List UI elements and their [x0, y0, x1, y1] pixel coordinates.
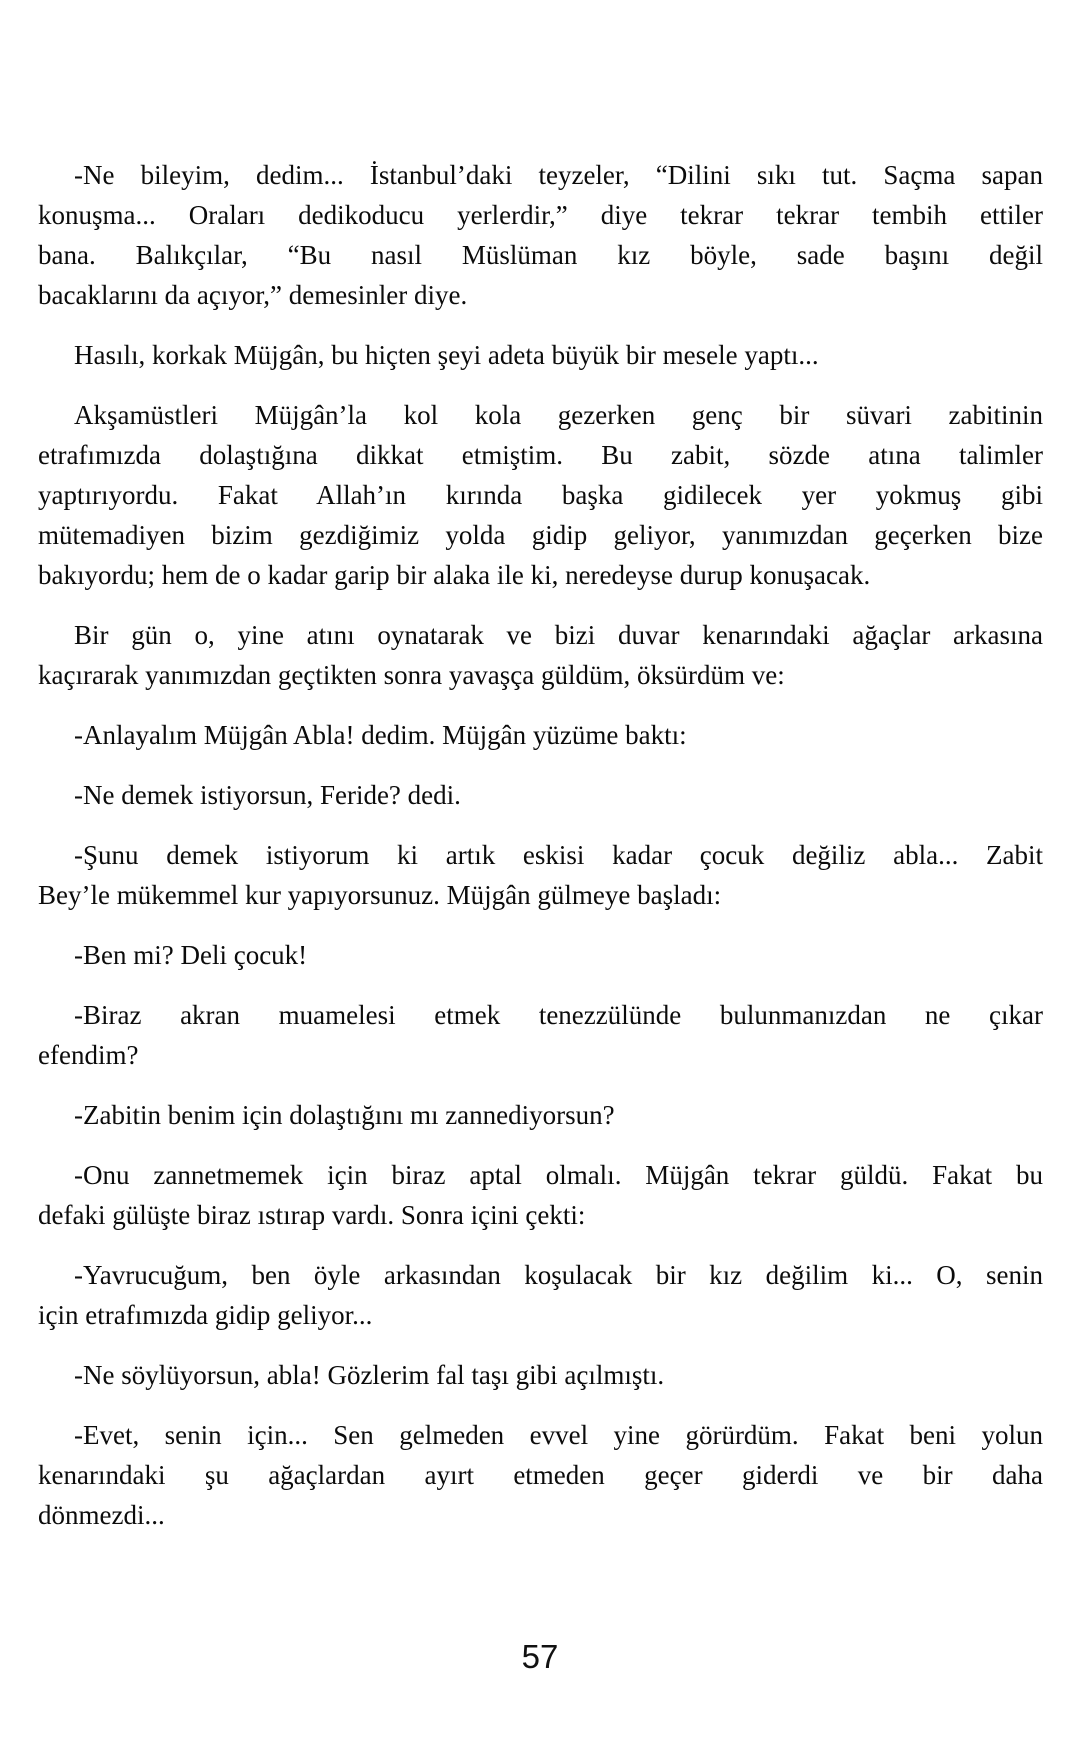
- text-line: -Ne demek istiyorsun, Feride? dedi.: [74, 780, 461, 810]
- text-line: konuşma... Oraları dedikoducu yerlerdir,” diye tekrar tekrar tembih ettiler: [38, 200, 1043, 230]
- paragraph: [38, 335, 1043, 375]
- text-line: -Zabitin benim için dolaştığını mı zannediyorsun?: [74, 1100, 615, 1130]
- text-line: Bey’le mükemmel kur yapıyorsunuz. Müjgân gülmeye başladı:: [38, 880, 722, 910]
- text-line: -Şunu demek istiyorum ki artık eskisi kadar çocuk değiliz abla... Zabit: [74, 840, 1043, 870]
- text-line: mütemadiyen bizim gezdiğimiz yolda gidip geliyor, yanımızdan geçerken bize: [38, 520, 1043, 550]
- paragraph: [38, 1255, 1043, 1335]
- text-line: Bir gün o, yine atını oynatarak ve bizi duvar kenarındaki ağaçlar arkasına: [74, 620, 1043, 650]
- text-line: -Onu zannetmemek için biraz aptal olmalı. Müjgân tekrar güldü. Fakat bu: [74, 1160, 1043, 1190]
- text-line: kenarındaki şu ağaçlardan ayırt etmeden geçer giderdi ve bir daha: [38, 1460, 1043, 1490]
- paragraph: [38, 995, 1043, 1075]
- text-line: bana. Balıkçılar, “Bu nasıl Müslüman kız böyle, sade başını değil: [38, 240, 1043, 270]
- paragraph: [38, 835, 1043, 915]
- text-line: -Biraz akran muamelesi etmek tenezzülünde bulunmanızdan ne çıkar: [74, 1000, 1043, 1030]
- text-line: etrafımızda dolaştığına dikkat etmiştim. Bu zabit, sözde atına talimler: [38, 440, 1043, 470]
- paragraph: [38, 775, 1043, 815]
- text-line: bacaklarını da açıyor,” demesinler diye.: [38, 280, 468, 310]
- text-line: dönmezdi...: [38, 1500, 165, 1530]
- text-line: yaptırıyordu. Fakat Allah’ın kırında başka gidilecek yer yokmuş gibi: [38, 480, 1043, 510]
- text-line: Akşamüstleri Müjgân’la kol kola gezerken genç bir süvari zabitinin: [74, 400, 1043, 430]
- text-line: -Evet, senin için... Sen gelmeden evvel yine görürdüm. Fakat beni yolun: [74, 1420, 1043, 1450]
- text-line: -Yavrucuğum, ben öyle arkasından koşulacak bir kız değilim ki... O, senin: [74, 1260, 1043, 1290]
- text-line: -Anlayalım Müjgân Abla! dedim. Müjgân yüzüme baktı:: [74, 720, 687, 750]
- paragraph: [38, 715, 1043, 755]
- text-line: defaki gülüşte biraz ıstırap vardı. Sonra içini çekti:: [38, 1200, 586, 1230]
- text-line: efendim?: [38, 1040, 139, 1070]
- text-line: için etrafımızda gidip geliyor...: [38, 1300, 373, 1330]
- paragraph: [38, 1095, 1043, 1135]
- text-line: -Ben mi? Deli çocuk!: [74, 940, 308, 970]
- text-line: Hasılı, korkak Müjgân, bu hiçten şeyi adeta büyük bir mesele yaptı...: [74, 340, 819, 370]
- paragraph: [38, 615, 1043, 695]
- paragraph: [38, 155, 1043, 315]
- page-number: 57: [521, 1638, 559, 1675]
- paragraph: [38, 935, 1043, 975]
- text-line: -Ne bileyim, dedim... İstanbul’daki teyzeler, “Dilini sıkı tut. Saçma sapan: [74, 160, 1043, 190]
- paragraph: [38, 395, 1043, 595]
- text-block: [38, 155, 1043, 1555]
- paragraph: [38, 1155, 1043, 1235]
- text-line: -Ne söylüyorsun, abla! Gözlerim fal taşı gibi açılmıştı.: [74, 1360, 665, 1390]
- paragraph: [38, 1355, 1043, 1395]
- text-line: kaçırarak yanımızdan geçtikten sonra yavaşça güldüm, öksürdüm ve:: [38, 660, 785, 690]
- paragraph: [38, 1415, 1043, 1535]
- text-line: bakıyordu; hem de o kadar garip bir alaka ile ki, neredeyse durup konuşacak.: [38, 560, 871, 590]
